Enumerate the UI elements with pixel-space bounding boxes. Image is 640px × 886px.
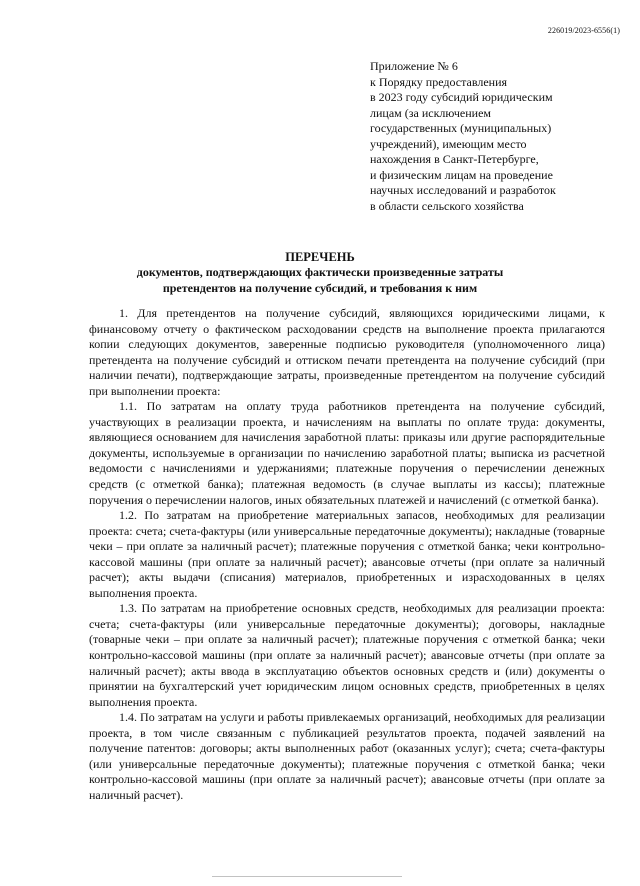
scan-edge-mark xyxy=(212,876,402,877)
document-body xyxy=(89,306,605,804)
document-title xyxy=(0,249,640,296)
appendix-line: и физическим лицам на проведение xyxy=(370,167,553,182)
title-subtitle-line: претендентов на получение субсидий, и требования к ним xyxy=(162,280,478,295)
paragraph-1-1: 1.1. По затратам на оплату труда работников претендента на получение субсидий, участвующих в реализации проекта, и начислениям на выплаты по оплате труда: документы, являющиеся основанием для начисления заработной платы: приказы или другие распорядительные документы, используемые в организации по начислению заработной платы; выписка из расчетной ведомости с начислениями и удержаниями; платежные поручения о перечислении денежных средств (с отметкой банка); платежная ведомость (в случае выплаты из кассы); платежные поручения о перечислении налогов, иных обязательных платежей и начислений (с отметкой банка). xyxy=(89,399,605,507)
appendix-line: лицам (за исключением xyxy=(370,105,492,120)
appendix-line: в 2023 году субсидий юридическим xyxy=(370,90,553,104)
appendix-line: учреждений), имеющим место xyxy=(370,136,527,151)
appendix-line: нахождения в Санкт-Петербурге, xyxy=(370,152,539,166)
title-main: ПЕРЕЧЕНЬ xyxy=(285,250,355,264)
appendix-line: к Порядку предоставления xyxy=(370,74,508,89)
appendix-line: научных исследований и разработок xyxy=(370,183,556,197)
title-subtitle-line: документов, подтверждающих фактически произведенные затраты xyxy=(136,265,504,279)
appendix-line: в области сельского хозяйства xyxy=(370,198,524,213)
document-id: 226019/2023-6556(1) xyxy=(547,26,620,35)
appendix-line: государственных (муниципальных) xyxy=(370,121,552,135)
paragraph-1-4: 1.4. По затратам на услуги и работы привлекаемых организаций, необходимых для реализации проекта, в том числе связанным с публикацией результатов проекта, подачей заявлений на получение патентов: договоры; акты выполненных работ (оказанных услуг); счета; счета-фактуры (или универсальные передаточные документы); платежные поручения с отметкой банка; чеки контрольно-кассовой машины (при оплате за наличный расчет); авансовые отчеты (при оплате за наличный расчет). xyxy=(89,710,605,802)
paragraph-1: 1. Для претендентов на получение субсидий, являющихся юридическими лицами, к финансовому отчету о фактическом расходовании средств на выполнение проекта прилагаются копии следующих документов, заверенные подписью руководителя (уполномоченного лица) претендента на получение субсидий и оттиском печати претендента на получение субсидий (при наличии печати), подтверждающие затраты, произведенные претендентом на получение субсидий при выполнении проекта: xyxy=(89,306,605,398)
appendix-line: Приложение № 6 xyxy=(370,59,458,73)
paragraph-1-2: 1.2. По затратам на приобретение материальных запасов, необходимых для реализации проекта: счета; счета-фактуры (или универсальные передаточные документы); накладные (товарные чеки – при оплате за наличный расчет); платежные поручения с отметкой банка; чеки контрольно-кассовой машины (при оплате за наличный расчет); авансовые отчеты (при оплате за наличный расчет); акты выдачи (списания) материалов, приобретенных и израсходованных в целях выполнения проекта. xyxy=(89,508,605,600)
appendix-header xyxy=(370,59,632,214)
paragraph-1-3: 1.3. По затратам на приобретение основных средств, необходимых для реализации проекта: счета; счета-фактуры (или универсальные передаточные документы); договоры, накладные (товарные чеки – при оплате за наличный расчет); платежные поручения с отметкой банка; чеки контрольно-кассовой машины (при оплате за наличный расчет); авансовые отчеты (при оплате за наличный расчет); акты ввода в эксплуатацию объектов основных средств и (или) документы о принятии на бухгалтерский учет юридическим лицом основных средств, приобретенных в целях выполнения проекта. xyxy=(89,601,605,709)
